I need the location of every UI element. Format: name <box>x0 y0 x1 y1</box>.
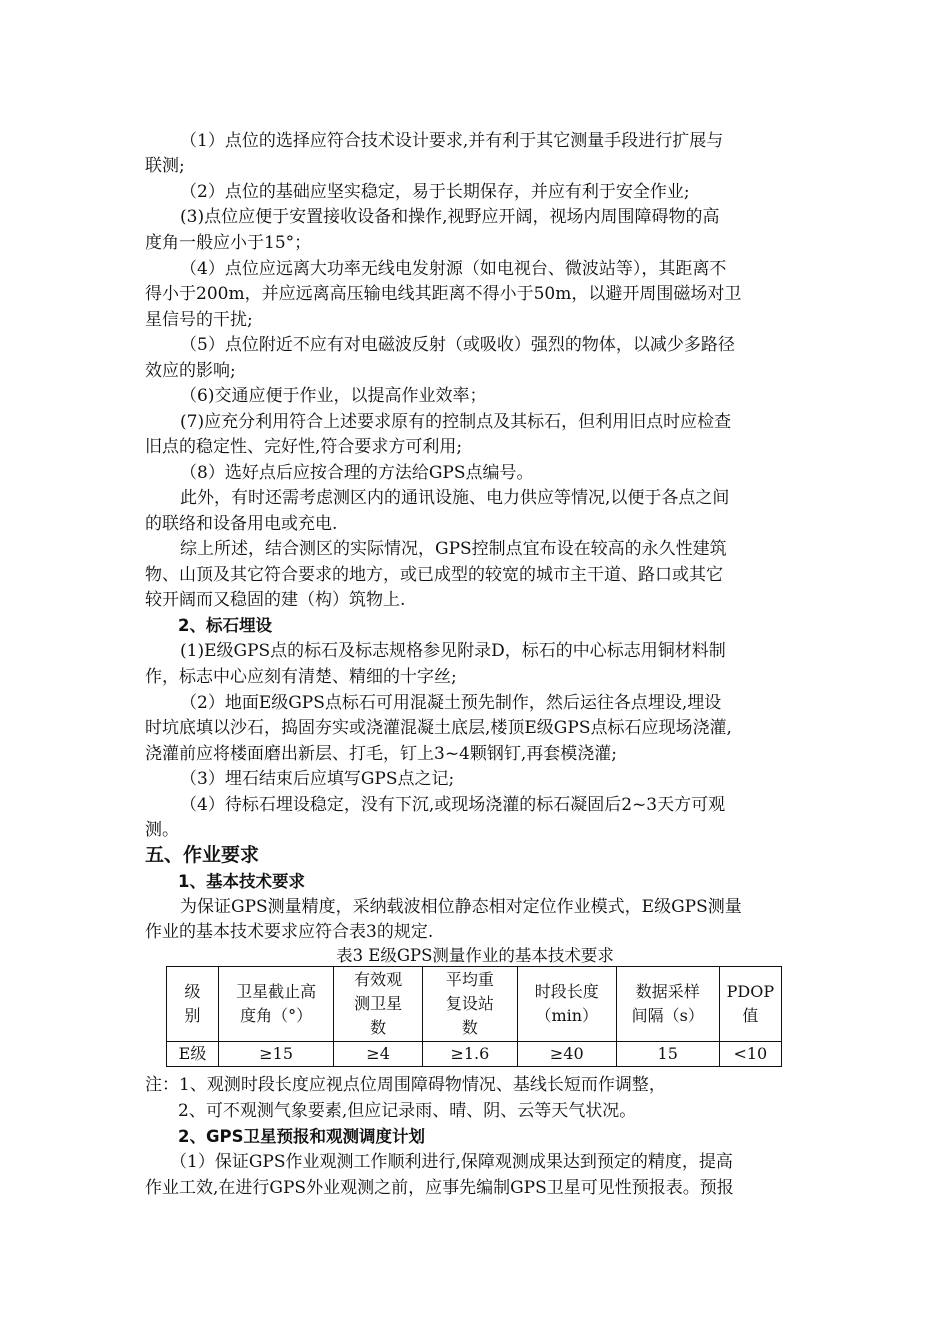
paragraph-line: 作业工效,在进行GPS外业观测之前，应事先编制GPS卫星可见性预报表。预报 <box>145 1178 734 1198</box>
table-row <box>167 1042 782 1067</box>
paragraph-line: 联测; <box>145 156 185 176</box>
paragraph-line: 为保证GPS测量精度，采纳载波相位静态相对定位作业模式，E级GPS测量 <box>180 897 742 917</box>
section-heading: 2、标石埋设 <box>178 616 272 635</box>
header-cell-grade: 级 别 <box>167 967 219 1042</box>
paragraph-line: （1）保证GPS作业观测工作顺利进行,保障观测成果达到预定的精度，提高 <box>170 1152 733 1172</box>
paragraph-line: （8）选好点后应按合理的方法给GPS点编号。 <box>180 463 534 483</box>
paragraph-line: 作，标志中心应刻有清楚、精细的十字丝; <box>145 667 457 687</box>
table-header-row <box>167 967 782 1042</box>
paragraph-line: 效应的影响; <box>145 361 236 381</box>
section-heading: 1、基本技术要求 <box>178 872 305 891</box>
paragraph-line: 星信号的干扰; <box>145 310 253 330</box>
table-cell: <10 <box>719 1042 781 1067</box>
paragraph-line: （3）埋石结束后应填写GPS点之记; <box>180 769 455 789</box>
table-cell: E级 <box>167 1042 219 1067</box>
header-cell-satellites: 有效观 测卫星 数 <box>334 967 423 1042</box>
paragraph-line: 综上所述，结合测区的实际情况，GPS控制点宜布设在较高的永久性建筑 <box>180 539 727 559</box>
technical-requirements-table <box>166 966 782 1067</box>
paragraph-line: （1）点位的选择应符合技术设计要求,并有利于其它测量手段进行扩展与 <box>180 131 724 151</box>
header-cell-pdop: PDOP 值 <box>719 967 781 1042</box>
table-note: 2、可不观测气象要素,但应记录雨、晴、阴、云等天气状况。 <box>178 1101 637 1121</box>
paragraph-line: (1)E级GPS点的标石及标志规格参见附录D，标石的中心标志用铜材料制 <box>180 641 726 661</box>
section-heading: 2、GPS卫星预报和观测调度计划 <box>178 1127 426 1146</box>
paragraph-line: 此外，有时还需考虑测区内的通讯设施、电力供应等情况,以便于各点之间 <box>180 488 730 508</box>
paragraph-line: （5）点位附近不应有对电磁波反射（或吸收）强烈的物体，以减少多路径 <box>180 335 735 355</box>
paragraph-line: (7)应充分利用符合上述要求原有的控制点及其标石，但利用旧点时应检查 <box>180 412 732 432</box>
header-cell-cutoff-angle: 卫星截止高 度角（°） <box>219 967 334 1042</box>
paragraph-line: 浇灌前应将楼面磨出新层、打毛，钉上3~4颗钢钉,再套模浇灌; <box>145 744 618 764</box>
paragraph-line: （6)交通应便于作业，以提高作业效率； <box>180 386 487 406</box>
table-cell: ≥15 <box>219 1042 334 1067</box>
paragraph-line: 较开阔而又稳固的建（构）筑物上. <box>145 590 406 610</box>
paragraph-line: 得小于200m，并应远离高压输电线其距离不得小于50m，以避开周围磁场对卫 <box>145 284 742 304</box>
table-cell: ≥40 <box>517 1042 616 1067</box>
paragraph-line: （2）点位的基础应坚实稳定，易于长期保存，并应有利于安全作业; <box>180 182 690 202</box>
paragraph-line: (3)点位应便于安置接收设备和操作,视野应开阔，视场内周围障碍物的高 <box>180 207 720 227</box>
paragraph-line: 时坑底填以沙石，捣固夯实或浇灌混凝土底层,楼顶E级GPS点标石应现场浇灌, <box>145 718 732 738</box>
paragraph-line: 度角一般应小于15°； <box>145 233 312 253</box>
table-note: 注：1、观测时段长度应视点位周围障碍物情况、基线长短而作调整， <box>145 1075 666 1095</box>
table-cell: 15 <box>616 1042 719 1067</box>
paragraph-line: 作业的基本技术要求应符合表3的规定. <box>145 922 434 942</box>
paragraph-line: （4）待标石埋设稳定，没有下沉,或现场浇灌的标石凝固后2~3天方可观 <box>180 795 726 815</box>
chapter-heading: 五、作业要求 <box>145 844 260 866</box>
table-cell: ≥4 <box>334 1042 423 1067</box>
header-cell-session-length: 时段长度 （min） <box>517 967 616 1042</box>
header-cell-setups: 平均重 复设站 数 <box>422 967 517 1042</box>
table-caption: 表3 E级GPS测量作业的基本技术要求 <box>336 946 614 965</box>
table-cell: ≥1.6 <box>422 1042 517 1067</box>
paragraph-line: （2）地面E级GPS点标石可用混凝土预先制作，然后运往各点埋设,埋设 <box>180 693 722 713</box>
paragraph-line: 旧点的稳定性、完好性,符合要求方可利用; <box>145 437 463 457</box>
paragraph-line: （4）点位应远离大功率无线电发射源（如电视台、微波站等），其距离不 <box>180 259 727 279</box>
header-cell-sampling-interval: 数据采样 间隔（s） <box>616 967 719 1042</box>
paragraph-line: 的联络和设备用电或充电. <box>145 514 338 534</box>
paragraph-line: 物、山顶及其它符合要求的地方，或已成型的较宽的城市主干道、路口或其它 <box>145 565 723 585</box>
paragraph-line: 测。 <box>145 820 179 840</box>
